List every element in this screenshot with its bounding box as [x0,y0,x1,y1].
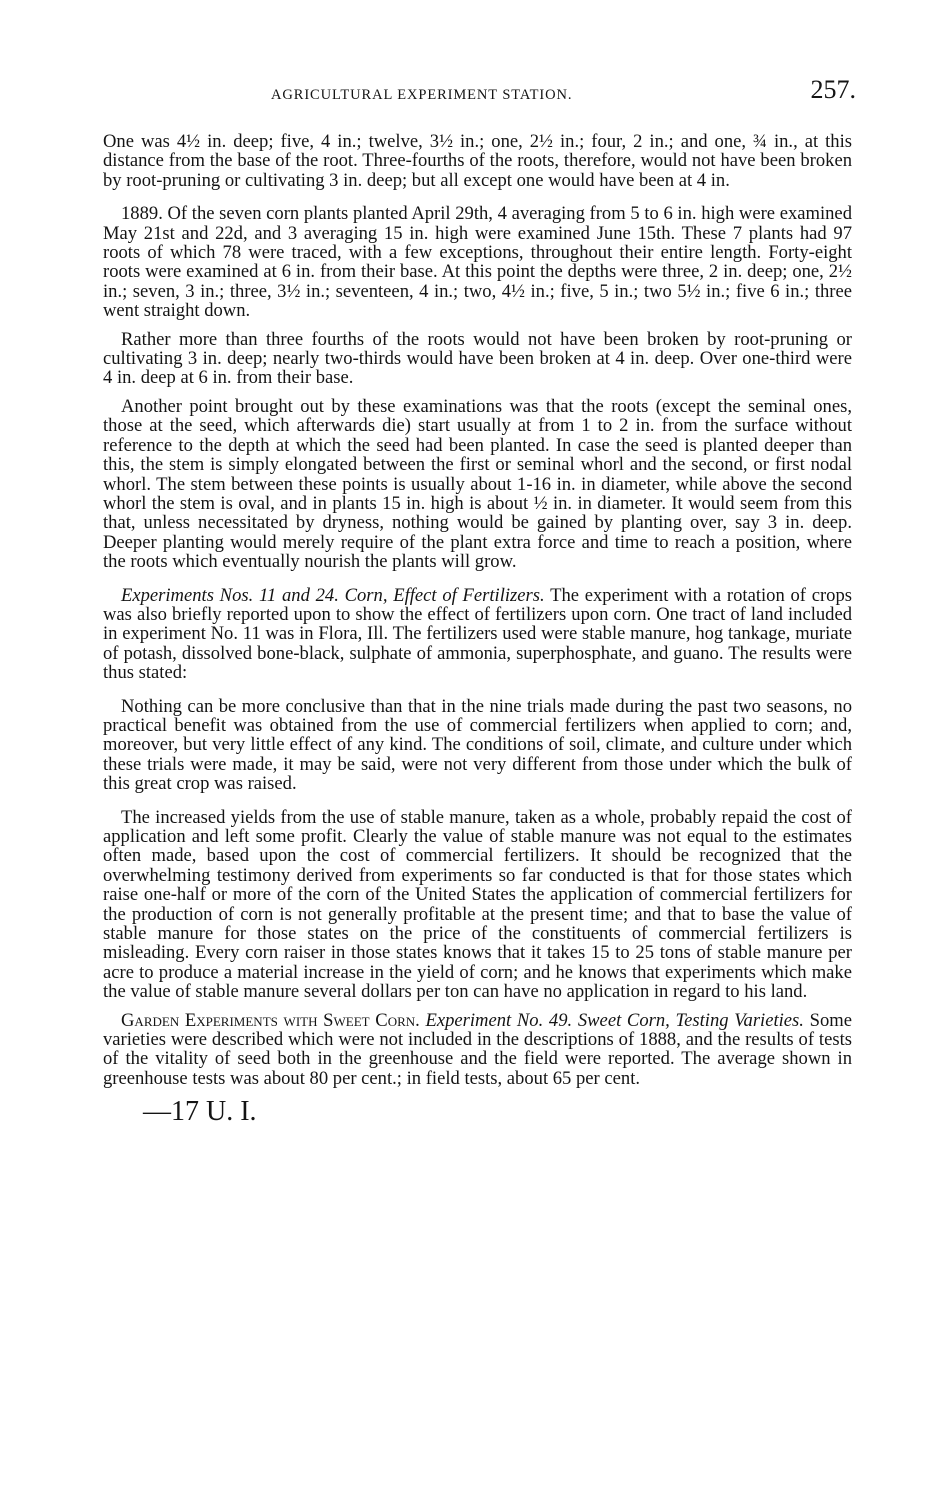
paragraph-text: Another point brought out by these examinations was that the roots (except the seminal ones, those at the seed, which afterwards die) start usually at from 1 to 2 in. from the surface without reference to the depth at which the seed had been planted. In case the seed is planted deeper than this, the stem is simply elongated between the first or seminal whorl and the second, or first nodal whorl. The stem between these points is usually about 1-16 in. in diameter, while above the second whorl the stem is oval, and in plants 15 in. high is about ½ in. in diameter. It would seem from this that, unless necessitated by dryness, nothing would be gained by planting over, say 3 in. deep. Deeper planting would merely require of the plant extra force and time to reach a position, where the roots which eventually nourish the plants will grow. [103,395,852,573]
signature-mark: —17 U. I. [143,1096,257,1128]
document-page [103,75,856,1128]
page-number: 257. [810,75,856,104]
paragraph-text: Rather more than three fourths of the roots would not have been broken by root-pruning or cultivating 3 in. deep; nearly two-thirds would have been broken at 4 in. deep. Over one-third were 4 in. deep at 6 in. from their base. [103,328,852,389]
paragraph-root-pruning-summary [103,330,852,388]
section-heading-italic: Experiment No. 49. Sweet Corn, Testing Varieties. [425,1009,804,1031]
paragraph-text: Some varieties were described which were not included in the descriptions of 1888, and the results of tests of the vitality of seed both in the greenhouse and the field were reported. The average shown in greenhouse tests was about 80 per cent.; in field tests, about 65 per cent. [103,1009,853,1089]
quoted-results [103,697,852,794]
section-heading-smallcaps: Garden Experiments with Sweet Corn. [121,1009,420,1031]
running-head [103,75,856,112]
paragraph-root-origin [103,397,852,572]
paragraph-1889-observations [103,204,852,320]
paragraph-text: The increased yields from the use of stable manure, taken as a whole, probably repaid the cost of application and left some profit. Clearly the value of stable manure was not equal to the estimates often made, based upon the cost of commercial fertilizers. It should be recognized that the overwhelming testimony derived from experiments so far conducted is that for those states which raise one-half or more of the corn of the United States the application of commercial fertilizers for the production of corn is not generally profitable at the present time; and that to base the value of stable manure for those states on the price of the constituents of commercial fertilizers is misleading. Every corn raiser in those states knows that it takes 15 to 25 tons of stable manure per acre to produce a material increase in the yield of corn; and he knows that experiments which make the value of stable manure several dollars per ton can have no application in regard to his land. [103,806,852,1003]
section-heading-italic: Experiments Nos. 11 and 24. Corn, Effect of Fertilizers. [121,584,545,606]
paragraph-sweet-corn [103,1011,852,1089]
running-title: AGRICULTURAL EXPERIMENT STATION. [271,87,573,103]
paragraph-root-depths-continued [103,132,852,190]
paragraph-text: Nothing can be more conclusive than that in the nine trials made during the past two seasons, no practical benefit was obtained from the use of commercial fertilizers when applied to corn; and, moreover, but very little effect of any kind. The conditions of soil, climate, and culture under which these trials were made, it may be said, were not very different from those under which the bulk of this great crop was raised. [103,695,852,795]
paragraph-text: 1889. Of the seven corn plants planted April 29th, 4 averaging from 5 to 6 in. high were examined May 21st and 22d, and 3 averaging 15 in. high were examined June 15th. These 7 plants had 97 roots of which 78 were traced, with a few exceptions, throughout their entire length. Forty-eight roots were examined at 6 in. from their base. At this point the depths were three, 2 in. deep; one, 2½ in.; seven, 3 in.; three, 3½ in.; seventeen, 4 in.; two, 4½ in.; five, 5 in.; two 5½ in.; five 6 in.; three went straight down. [103,203,852,322]
paragraph-fertilizer-experiments [103,586,852,683]
paragraph-stable-manure [103,808,852,1002]
paragraph-text: One was 4½ in. deep; five, 4 in.; twelve, 3½ in.; one, 2½ in.; four, 2 in.; and one, ¾ in., at this distance from the base of the root. Three-fourths of the roots, therefore, would not have been broken by root-pruning or cultivating 3 in. deep; but all except one would have been at 4 in. [103,131,852,191]
paragraph-text: The experiment with a rotation of crops was also briefly reported upon to show the effect of fertilizers upon corn. One tract of land included in experiment No. 11 was in Flora, Ill. The fertilizers used were stable manure, hog tankage, muriate of potash, dissolved bone-black, sulphate of ammonia, superphosphate, and guano. The results were thus stated: [103,584,853,684]
